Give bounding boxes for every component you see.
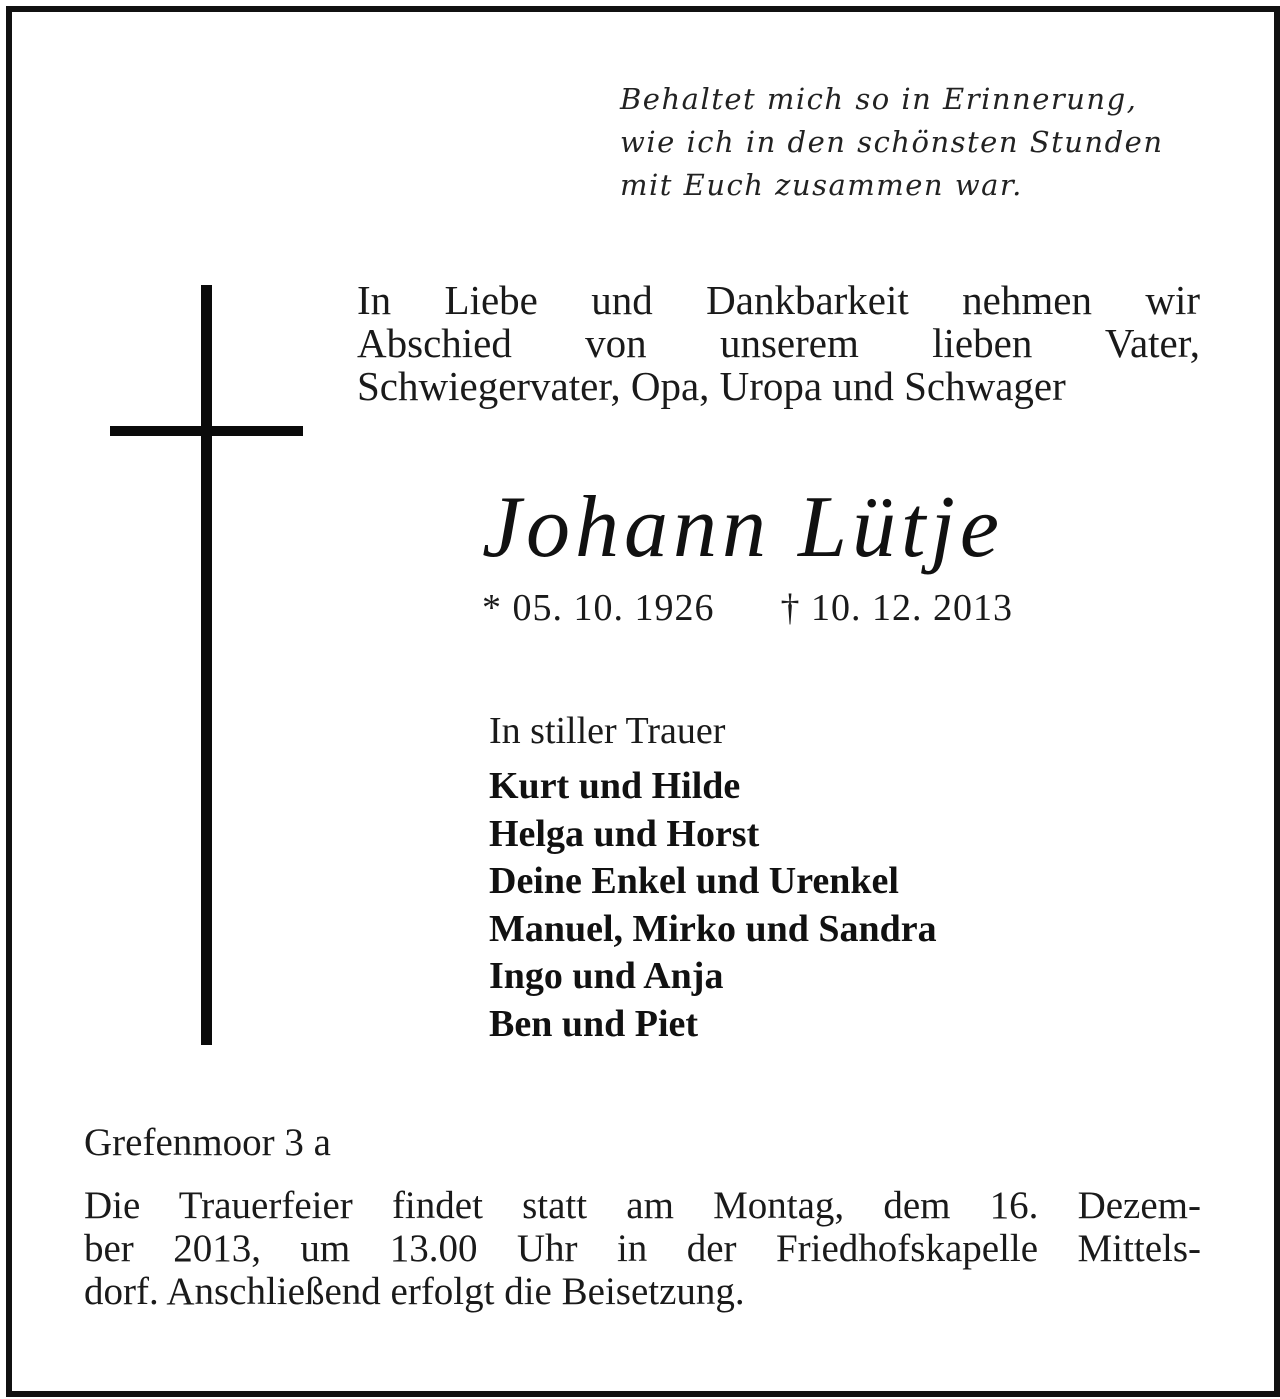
- mourner-entry: Kurt und Hilde: [489, 765, 741, 807]
- service-line: Die Trauerfeier findet statt am Montag, dem 16. Dezem-: [84, 1184, 1201, 1227]
- mourners-list: [489, 763, 937, 1048]
- birth-date: * 05. 10. 1926: [482, 587, 715, 629]
- intro-line: Schwiegervater, Opa, Uropa und Schwager: [357, 363, 1066, 409]
- intro-line: Abschied von unserem lieben Vater,: [357, 320, 1200, 366]
- deceased-name: Johann Lütje: [482, 479, 1004, 576]
- mourner-entry: Deine Enkel und Urenkel: [489, 860, 899, 902]
- death-date: † 10. 12. 2013: [780, 587, 1013, 629]
- motto-quote: [620, 78, 1220, 207]
- mourner-entry: Ben und Piet: [489, 1002, 699, 1045]
- cross-vertical-bar: [201, 285, 212, 1045]
- address: Grefenmoor 3 a: [84, 1121, 331, 1164]
- mourner-entry: Ingo und Anja: [489, 955, 724, 997]
- service-line: dorf. Anschließend erfolgt die Beisetzung.: [84, 1270, 745, 1313]
- mourner-entry: Manuel, Mirko und Sandra: [489, 907, 937, 950]
- intro-line: In Liebe und Dankbarkeit nehmen wir: [357, 277, 1200, 323]
- mourner-entry: Helga und Horst: [489, 812, 760, 855]
- life-dates: [482, 586, 1013, 630]
- service-info: [84, 1184, 1201, 1313]
- motto-line: Behaltet mich so in Erinnerung,: [620, 82, 1138, 116]
- mourning-label: In stiller Trauer: [489, 710, 726, 752]
- motto-line: wie ich in den schönsten Stunden: [620, 125, 1164, 159]
- service-line: ber 2013, um 13.00 Uhr in der Friedhofskapelle Mittels-: [84, 1227, 1201, 1270]
- intro-text: [357, 279, 1200, 408]
- cross-horizontal-bar: [110, 426, 303, 436]
- motto-line: mit Euch zusammen war.: [620, 168, 1023, 202]
